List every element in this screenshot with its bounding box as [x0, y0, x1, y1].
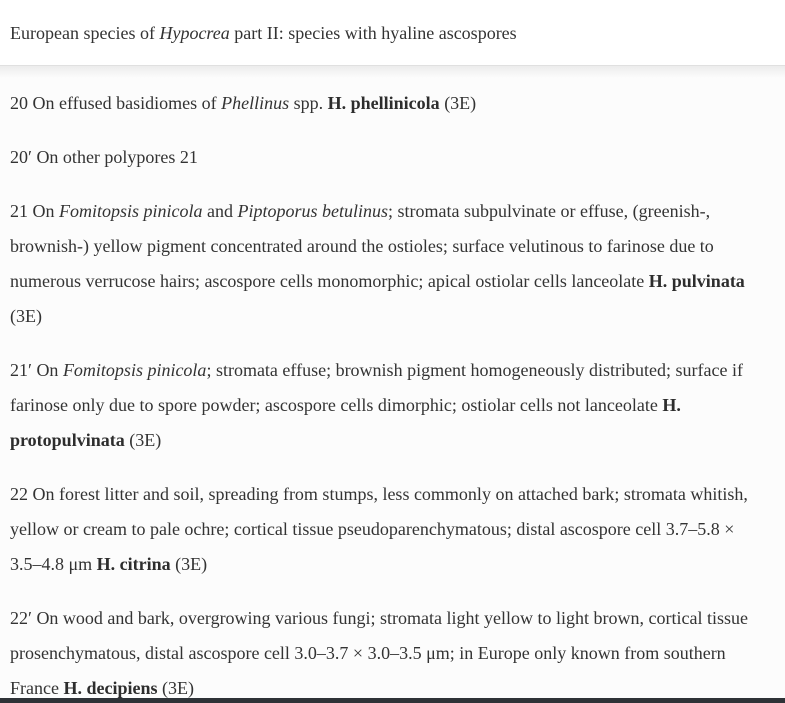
- page-title: European species of Hypocrea part II: species with hyaline ascospores: [10, 23, 517, 43]
- key-entry-20: 20 On effused basidiomes of Phellinus spp. H. phellinicola (3E): [10, 93, 477, 113]
- key-entry-20-prime: 20′ On other polypores 21: [10, 147, 198, 167]
- key-title-row: [0, 0, 785, 65]
- bottom-edge-bar: [0, 698, 785, 703]
- key-entry-22: 22 On forest litter and soil, spreading from stumps, less commonly on attached bark; stromata whitish, yellow or cream to pale ochre; cortical tissue pseudoparenchymatous; distal ascospore cell 3.7–5.8 × 3.5–4.8 μm H. citrina (3E): [10, 484, 748, 574]
- key-entry-21: 21 On Fomitopsis pinicola and Piptoporus betulinus; stromata subpulvinate or effuse, (greenish-, brownish-) yellow pigment concentrated around the ostioles; surface velutinous to farinose due to numerous verrucose hairs; ascospore cells monomorphic; apical ostiolar cells lanceolate H. pulvinata (3E): [10, 201, 745, 326]
- key-entry-22-prime: 22′ On wood and bark, overgrowing various fungi; stromata light yellow to light brown, cortical tissue prosenchymatous, distal ascospore cell 3.0–3.7 × 3.0–3.5 μm; in Europe only known from southern France H. decipiens (3E): [10, 608, 748, 698]
- key-entries: [0, 78, 785, 703]
- key-entry-21-prime: 21′ On Fomitopsis pinicola; stromata effuse; brownish pigment homogeneously distributed; surface if farinose only due to spore powder; ascospore cells dimorphic; ostiolar cells not lanceolate H. protopulvinata (3E): [10, 360, 743, 450]
- header-divider: [0, 65, 785, 78]
